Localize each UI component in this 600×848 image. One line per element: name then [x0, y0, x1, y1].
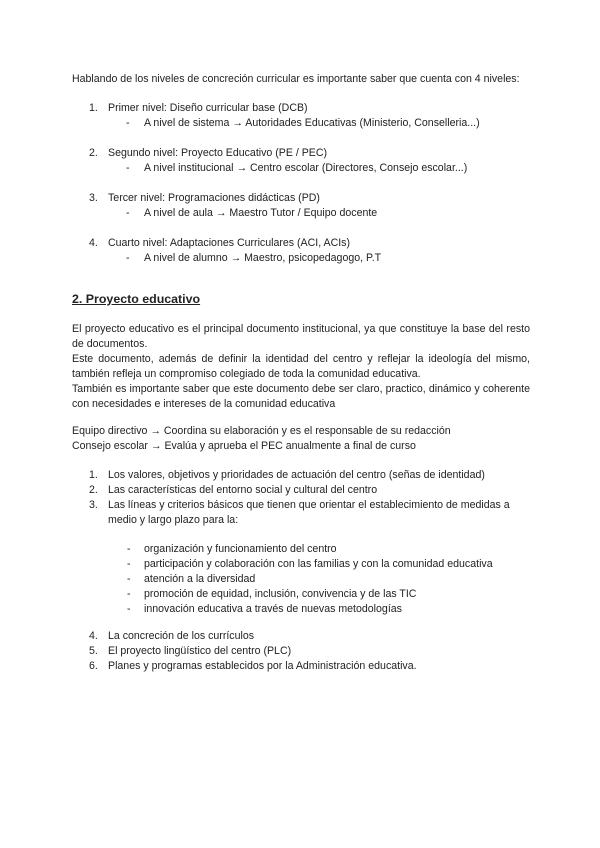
list-item [72, 644, 530, 659]
list-number: 3. [89, 499, 98, 511]
list-item-text: Las líneas y criterios básicos que tienen que orientar el establecimiento de medidas a medio y largo plazo para la: [108, 499, 510, 526]
list-item-text: La concreción de los currículos [108, 630, 255, 642]
list-number: 3. [89, 192, 98, 204]
level-title: Cuarto nivel: Adaptaciones Curriculares (ACI, ACIs) [108, 237, 350, 249]
list-number: 6. [89, 660, 98, 672]
level-title: Primer nivel: Diseño curricular base (DCB) [108, 102, 308, 114]
list-item [72, 542, 530, 557]
dash-bullet: - [127, 558, 131, 570]
list-item [72, 483, 530, 498]
list-number: 1. [89, 469, 98, 481]
intro-paragraph: Hablando de los niveles de concreción curricular es importante saber que cuenta con 4 niveles: [72, 73, 520, 85]
list-item-text: Las características del entorno social y cultural del centro [108, 484, 378, 496]
list-item-text: organización y funcionamiento del centro [144, 543, 337, 555]
list-item [72, 236, 530, 266]
paragraph-line: También es importante saber que este documento debe ser claro, practico, dinámico y coherente con necesidades e intereses de la comunidad educativa [72, 383, 530, 410]
paragraph-line: El proyecto educativo es el principal documento institucional, ya que constituye la base del resto de documentos. [72, 323, 530, 350]
dash-bullet: - [126, 252, 130, 264]
list-number: 1. [89, 102, 98, 114]
list-item-text: Planes y programas establecidos por la Administración educativa. [108, 660, 417, 672]
list-number: 2. [89, 484, 98, 496]
paragraph-line: Este documento, además de definir la identidad del centro y reflejar la ideología del mismo, también refleja un compromiso colegiado de toda la comunidad educativa. [72, 353, 530, 380]
level-detail: A nivel de aula → Maestro Tutor / Equipo docente [144, 207, 378, 219]
list-number: 2. [89, 147, 98, 159]
list-item-text: El proyecto lingüístico del centro (PLC) [108, 645, 292, 657]
level-detail: A nivel institucional → Centro escolar (Directores, Consejo escolar...) [144, 162, 468, 174]
list-number: 4. [89, 630, 98, 642]
roles-paragraph [72, 424, 530, 454]
level-detail: A nivel de alumno → Maestro, psicopedagogo, P.T [144, 252, 382, 264]
section-heading: 2. Proyecto educativo [72, 292, 201, 306]
list-item-text: promoción de equidad, inclusión, convivencia y de las TIC [144, 588, 417, 600]
description-paragraph [72, 322, 530, 412]
dash-bullet: - [127, 588, 131, 600]
list-item-text: participación y colaboración con las familias y con la comunidad educativa [144, 558, 493, 570]
paragraph-line: Consejo escolar → Evalúa y aprueba el PEC anualmente a final de curso [72, 440, 416, 452]
list-item [72, 602, 530, 617]
list-item [72, 659, 530, 674]
list-item [72, 587, 530, 602]
level-title: Tercer nivel: Programaciones didácticas (PD) [108, 192, 320, 204]
list-number: 4. [89, 237, 98, 249]
level-detail: A nivel de sistema → Autoridades Educativas (Ministerio, Conselleria...) [144, 117, 480, 129]
list-item-text: innovación educativa a través de nuevas metodologías [144, 603, 402, 615]
dash-bullet: - [127, 603, 131, 615]
dash-bullet: - [126, 207, 130, 219]
dash-bullet: - [127, 573, 131, 585]
contents-list-continued [72, 629, 530, 674]
list-item-text: Los valores, objetivos y prioridades de actuación del centro (señas de identidad) [108, 469, 485, 481]
dash-bullet: - [126, 162, 130, 174]
list-item-text: atención a la diversidad [144, 573, 256, 585]
concretion-levels-list [72, 101, 530, 281]
list-number: 5. [89, 645, 98, 657]
paragraph-line: Equipo directivo → Coordina su elaboración y es el responsable de su redacción [72, 425, 451, 437]
level-title: Segundo nivel: Proyecto Educativo (PE / PEC) [108, 147, 328, 159]
list-item [72, 101, 530, 131]
list-item [72, 629, 530, 644]
list-item [72, 468, 530, 483]
contents-list [72, 468, 530, 528]
list-item [72, 557, 530, 572]
dash-bullet: - [127, 543, 131, 555]
measures-sublist [72, 542, 530, 617]
list-item [72, 572, 530, 587]
dash-bullet: - [126, 117, 130, 129]
list-item [72, 146, 530, 176]
list-item [72, 191, 530, 221]
list-item [72, 498, 530, 528]
